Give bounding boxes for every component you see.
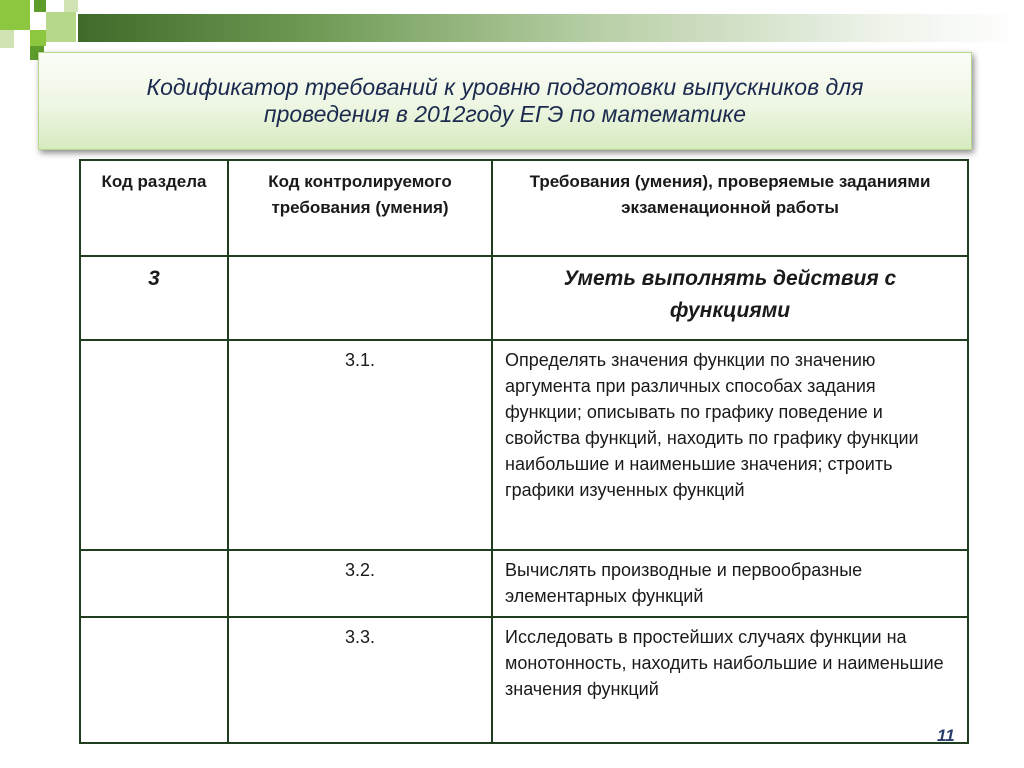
decor-square — [34, 0, 46, 12]
codifier-table — [79, 159, 967, 742]
header-requirement-code: Код контролируемого требования (умения) — [228, 160, 492, 256]
header-band — [78, 14, 1024, 42]
slide-title-line1: Кодификатор требований к уровню подготовки выпускников для — [146, 74, 864, 100]
row-code: 3.2. — [228, 550, 492, 617]
row-code: 3.1. — [228, 340, 492, 550]
header-section-code: Код раздела — [80, 160, 228, 256]
decor-square — [0, 0, 30, 30]
decor-square — [46, 12, 76, 42]
decor-square — [64, 0, 78, 12]
table-row — [80, 617, 968, 743]
row-text: Вычислять производные и первообразные элементарных функций — [492, 550, 968, 617]
row-text: Исследовать в простейших случаях функции на монотонность, находить наибольшие и наименьшие значения функций — [492, 617, 968, 743]
table-header-row — [80, 160, 968, 256]
row-section-code — [80, 550, 228, 617]
row-section-code — [80, 617, 228, 743]
row-section-code — [80, 340, 228, 550]
row-code: 3.3. — [228, 617, 492, 743]
row-text: Определять значения функции по значению аргумента при различных способах задания функции; описывать по графику поведение и свойства функций, находить по графику функции наибольшие и наименьшие значения; строить графики изученных функций — [492, 340, 968, 550]
slide-title-line2: проведения в 2012году ЕГЭ по математике — [263, 101, 747, 127]
decor-square — [30, 30, 46, 46]
slide-title — [65, 74, 945, 128]
table-row — [80, 340, 968, 550]
table-row — [80, 550, 968, 617]
page-number: 11 — [937, 726, 955, 745]
section-empty-cell — [228, 256, 492, 340]
decor-square — [0, 30, 14, 48]
title-box — [38, 52, 972, 150]
section-code: 3 — [80, 256, 228, 340]
section-title: Уметь выполнять действия с функциями — [492, 256, 968, 340]
header-requirements: Требования (умения), проверяемые заданиями экзаменационной работы — [492, 160, 968, 256]
section-row — [80, 256, 968, 340]
